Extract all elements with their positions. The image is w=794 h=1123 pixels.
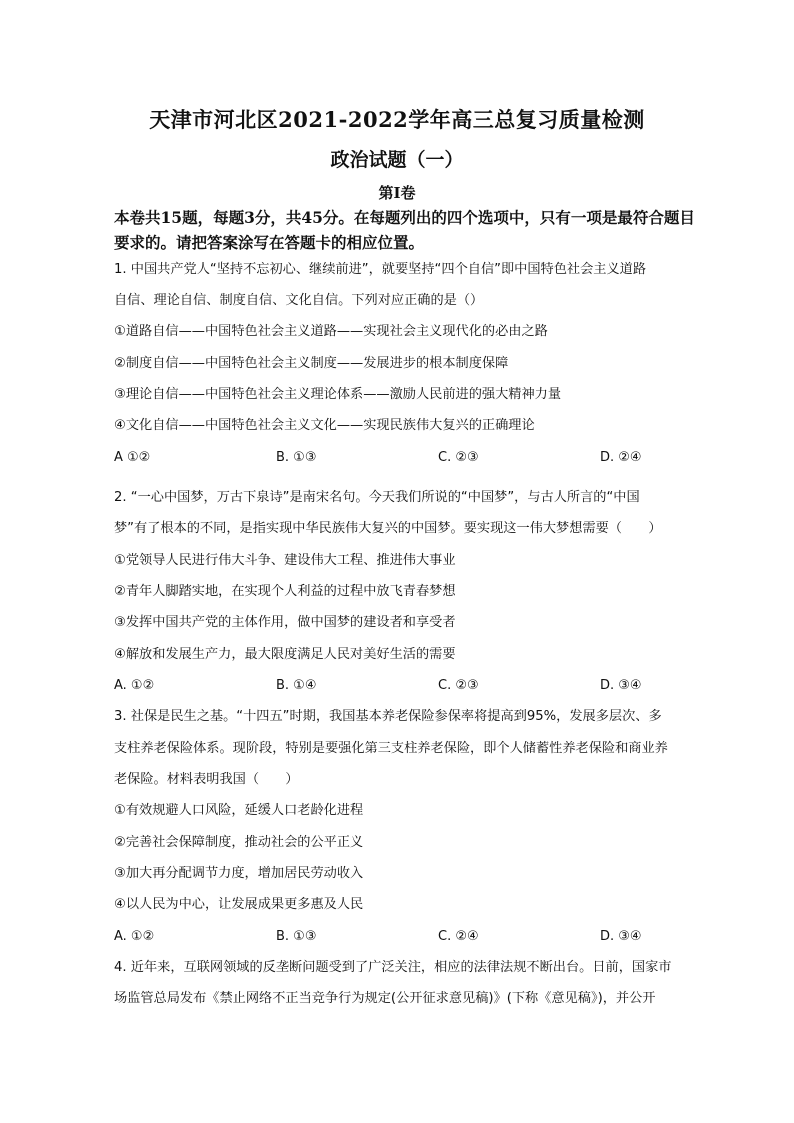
q3-stem-line-2: 支柱养老保险体系。现阶段，特别是要强化第三支柱养老保险，即个人储蓄性养老保险和商业养 <box>114 741 668 756</box>
q1-item-1: ①道路自信——中国特色社会主义道路——实现社会主义现代化的必由之路 <box>114 324 548 339</box>
q3-stem-line-3: 老保险。材料表明我国（ ） <box>114 772 299 787</box>
q1-option-b: B. ①③ <box>276 450 317 465</box>
q2-stem-line-2: 梦”有了根本的不同，是指实现中华民族伟大复兴的中国梦。要实现这一伟大梦想需要（ ） <box>114 521 662 536</box>
q4-stem-line-1: 4. 近年来，互联网领域的反垄断问题受到了广泛关注，相应的法律法规不断出台。日前，国家市 <box>114 960 672 975</box>
q1-item-2: ②制度自信——中国特色社会主义制度——发展进步的根本制度保障 <box>114 356 509 371</box>
exam-title: 天津市河北区2021-2022学年高三总复习质量检测 <box>149 107 645 132</box>
q1-item-4: ④文化自信——中国特色社会主义文化——实现民族伟大复兴的正确理论 <box>114 418 535 433</box>
q2-option-c: C. ②③ <box>438 678 479 693</box>
q3-item-1: ①有效规避人口风险，延缓人口老龄化进程 <box>114 803 364 818</box>
q1-option-a: A ①② <box>114 450 151 465</box>
instructions: 本卷共15题，每题3分，共45分。在每题列出的四个选项中，只有一项是最符合题目要求的。请把答案涂写在答题卡的相应位置。 <box>114 208 695 252</box>
q2-option-d: D. ③④ <box>600 678 642 693</box>
q2-item-3: ③发挥中国共产党的主体作用，做中国梦的建设者和享受者 <box>114 615 456 630</box>
q3-option-b: B. ①③ <box>276 929 317 944</box>
q3-option-c: C. ②④ <box>438 929 479 944</box>
q3-item-4: ④以人民为中心，让发展成果更多惠及人民 <box>114 897 364 912</box>
q3-item-3: ③加大再分配调节力度，增加居民劳动收入 <box>114 866 364 881</box>
volume-label: 第Ⅰ卷 <box>378 184 416 202</box>
q2-item-1: ①党领导人民进行伟大斗争、建设伟大工程、推进伟大事业 <box>114 553 456 568</box>
q2-item-4: ④解放和发展生产力，最大限度满足人民对美好生活的需要 <box>114 647 456 662</box>
q2-stem-line-1: 2. “一心中国梦，万古下泉诗”是南宋名句。今天我们所说的“中国梦”，与古人所言的“中国 <box>114 490 640 505</box>
q2-option-a: A. ①② <box>114 678 155 693</box>
q2-item-2: ②青年人脚踏实地，在实现个人利益的过程中放飞青春梦想 <box>114 584 456 599</box>
q1-stem-line-2: 自信、理论自信、制度自信、文化自信。下列对应正确的是（） <box>114 293 484 308</box>
q1-item-3: ③理论自信——中国特色社会主义理论体系——激励人民前进的强大精神力量 <box>114 387 562 402</box>
q3-option-a: A. ①② <box>114 929 155 944</box>
q1-option-c: C. ②③ <box>438 450 479 465</box>
exam-subtitle: 政治试题（一） <box>330 149 464 171</box>
q3-option-d: D. ③④ <box>600 929 642 944</box>
q3-stem-line-1: 3. 社保是民生之基。“十四五”时期，我国基本养老保险参保率将提高到95%，发展多层次、多 <box>114 709 662 724</box>
q1-stem-line-1: 1. 中国共产党人“坚持不忘初心、继续前进”，就要坚持“四个自信”即中国特色社会主义道路 <box>114 262 647 277</box>
q2-option-b: B. ①④ <box>276 678 317 693</box>
q3-item-2: ②完善社会保障制度，推动社会的公平正义 <box>114 835 364 850</box>
q4-stem-line-2: 场监管总局发布《禁止网络不正当竞争行为规定(公开征求意见稿)》(下称《意见稿》)，并公开 <box>114 991 656 1006</box>
q1-option-d: D. ②④ <box>600 450 642 465</box>
